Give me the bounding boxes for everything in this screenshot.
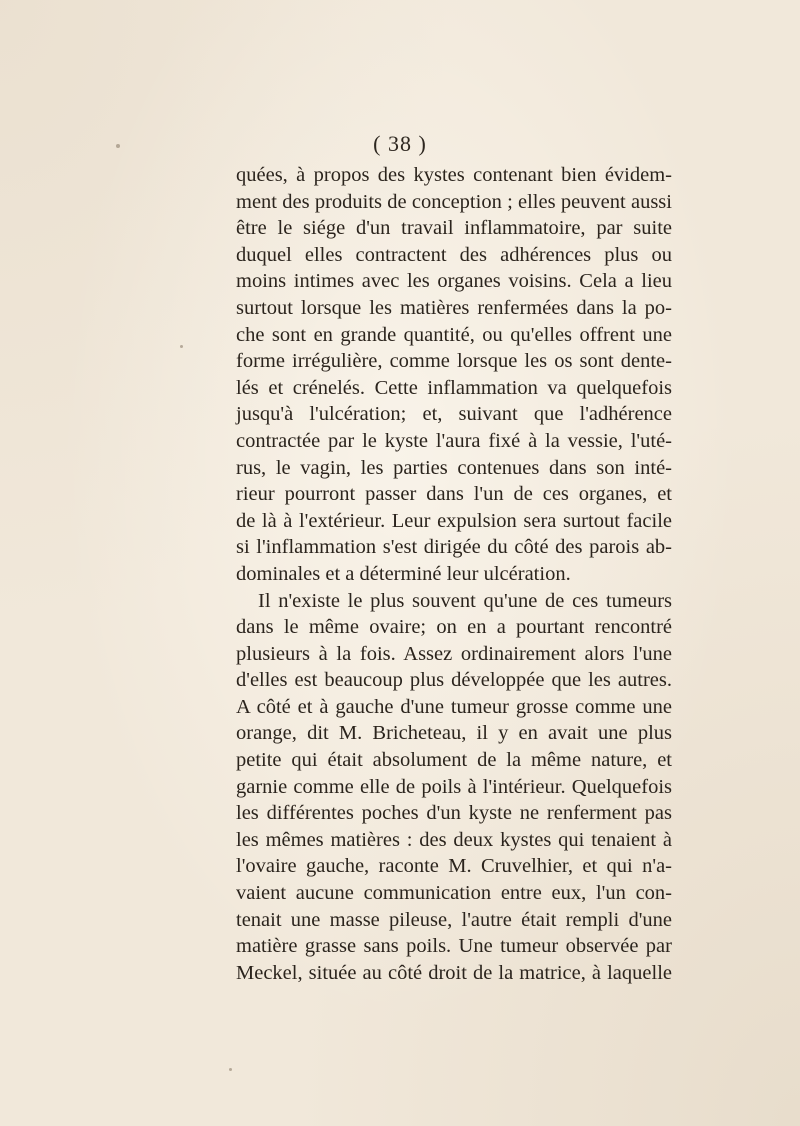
text-line: che sont en grande quantité, ou qu'elles offrent une bbox=[236, 323, 672, 346]
text-line: petite qui était absolument de la même nature, et bbox=[236, 749, 672, 772]
text-line: lés et crénelés. Cette inflammation va quelquefois bbox=[236, 376, 672, 399]
text-line: Meckel, située au côté droit de la matrice, à laquelle bbox=[236, 961, 672, 984]
text-line: jusqu'à l'ulcération; et, suivant que l'adhérence bbox=[236, 403, 672, 426]
text-line: vaient aucune communication entre eux, l'un con- bbox=[236, 882, 672, 905]
text-line: moins intimes avec les organes voisins. Cela a lieu bbox=[236, 270, 672, 293]
text-line: rus, le vagin, les parties contenues dans son inté- bbox=[236, 456, 672, 479]
text-line: de là à l'extérieur. Leur expulsion sera surtout facile bbox=[236, 509, 672, 532]
text-line: les mêmes matières : des deux kystes qui tenaient à bbox=[236, 828, 672, 851]
text-line: orange, dit M. Bricheteau, il y en avait une plus bbox=[236, 722, 672, 745]
page-number: ( 38 ) bbox=[373, 131, 427, 156]
text-line: dans le même ovaire; on en a pourtant rencontré bbox=[236, 616, 672, 639]
text-line: duquel elles contractent des adhérences plus ou bbox=[236, 243, 672, 266]
text-line: si l'inflammation s'est dirigée du côté des parois ab- bbox=[236, 536, 672, 559]
text-line: garnie comme elle de poils à l'intérieur. Quelquefois bbox=[236, 775, 672, 798]
text-line: être le siége d'un travail inflammatoire, par suite bbox=[236, 217, 672, 240]
text-line: Il n'existe le plus souvent qu'une de ces tumeurs bbox=[258, 589, 672, 612]
paper-speck bbox=[229, 1068, 232, 1071]
text-line: surtout lorsque les matières renfermées dans la po- bbox=[236, 296, 672, 319]
text-line: dominales et a déterminé leur ulcération. bbox=[236, 562, 571, 585]
body-text bbox=[236, 162, 672, 986]
text-line: ment des produits de conception ; elles peuvent aussi bbox=[236, 190, 672, 213]
text-line: plusieurs à la fois. Assez ordinairement alors l'une bbox=[236, 642, 672, 665]
text-line: rieur pourront passer dans l'un de ces organes, et bbox=[236, 483, 672, 506]
text-line: tenait une masse pileuse, l'autre était rempli d'une bbox=[236, 908, 672, 931]
text-line: matière grasse sans poils. Une tumeur observée par bbox=[236, 935, 672, 958]
text-line: l'ovaire gauche, raconte M. Cruvelhier, et qui n'a- bbox=[236, 855, 672, 878]
text-line: forme irrégulière, comme lorsque les os sont dente- bbox=[236, 350, 672, 373]
text-line: A côté et à gauche d'une tumeur grosse comme une bbox=[236, 695, 672, 718]
text-line: contractée par le kyste l'aura fixé à la vessie, l'uté- bbox=[236, 429, 672, 452]
text-line: d'elles est beaucoup plus développée que les autres. bbox=[236, 669, 672, 692]
paper-speck bbox=[180, 345, 183, 348]
paper-speck bbox=[116, 144, 120, 148]
text-line: les différentes poches d'un kyste ne renferment pas bbox=[236, 802, 672, 825]
text-line: quées, à propos des kystes contenant bien évidem- bbox=[236, 164, 672, 186]
